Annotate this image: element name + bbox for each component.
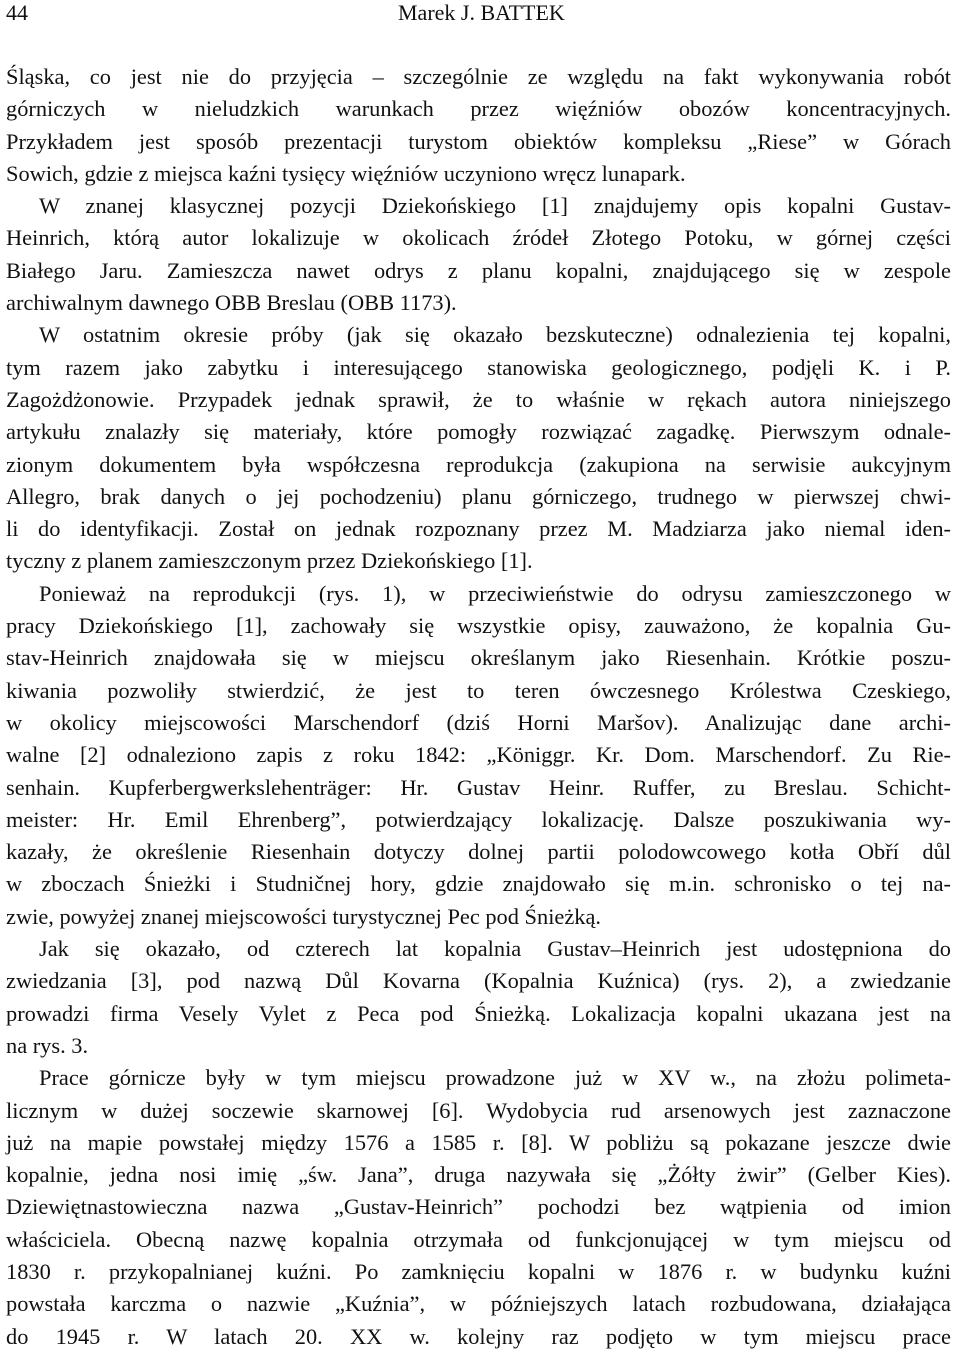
text-line: Sowich, gdzie z miejsca kaźni tysięcy więźniów uczyniono wręcz lunapark.: [6, 160, 686, 186]
text-line: w okolicy miejscowości Marschendorf (dziś Horni Maršov). Analizując dane archi-: [6, 709, 951, 735]
text-line: do 1945 r. W latach 20. XX w. kolejny raz podjęto w tym miejscu prace: [6, 1323, 951, 1349]
text-line: archiwalnym dawnego OBB Breslau (OBB 1173).: [6, 290, 457, 316]
text-line: kiwania pozwoliły stwierdzić, że jest to teren ówczesnego Królestwa Czeskiego,: [6, 677, 951, 703]
text-line: Heinrich, którą autor lokalizuje w okolicach źródeł Złotego Potoku, w górnej części: [6, 225, 951, 251]
text-line: senhain. Kupferbergwerkslehenträger: Hr. Gustav Heinr. Ruffer, zu Breslau. Schicht-: [6, 774, 951, 800]
text-line: na rys. 3.: [6, 1032, 89, 1058]
text-line: prowadzi firma Vesely Vylet z Peca pod Śnieżką. Lokalizacja kopalni ukazana jest na: [6, 1000, 951, 1026]
text-line: zwie, powyżej znanej miejscowości turystycznej Pec pod Śnieżką.: [6, 903, 602, 929]
running-head: Marek J. BATTEK: [398, 0, 565, 25]
text-line: tyczny z planem zamieszczonym przez Dziekońskiego [1].: [6, 548, 533, 574]
text-line: stav-Heinrich znajdowała się w miejscu określanym jako Riesenhain. Krótkie poszu-: [6, 645, 951, 671]
text-line: właściciela. Obecną nazwę kopalnia otrzymała od funkcjonującej w tym miejscu od: [6, 1226, 951, 1252]
page-number: 44: [6, 0, 28, 25]
text-line: Dziewiętnastowieczna nazwa „Gustav-Heinrich” pochodzi bez wątpienia od imion: [6, 1194, 951, 1220]
text-line: licznym w dużej soczewie skarnowej [6]. Wydobycia rud arsenowych jest zaznaczone: [6, 1097, 951, 1123]
paragraph-first-line: Prace górnicze były w tym miejscu prowadzone już w XV w., na złożu polimeta-: [39, 1065, 951, 1091]
text-line: górniczych w nieludzkich warunkach przez więźniów obozów koncentracyjnych.: [6, 96, 951, 122]
text-line: kazały, że określenie Riesenhain dotyczy dolnej partii polodowcowego kotła Obří důl: [6, 839, 951, 865]
paragraph-first-line: W znanej klasycznej pozycji Dziekońskiego [1] znajdujemy opis kopalni Gustav-: [39, 193, 951, 219]
text-line: walne [2] odnaleziono zapis z roku 1842: „Königgr. Kr. Dom. Marschendorf. Zu Rie-: [6, 742, 951, 768]
text-line: 1830 r. przykopalnianej kuźni. Po zamknięciu kopalni w 1876 r. w budynku kuźni: [6, 1258, 951, 1284]
paragraph-first-line: Jak się okazało, od czterech lat kopalnia Gustav–Heinrich jest udostępniona do: [39, 936, 951, 962]
text-line: Allegro, brak danych o jej pochodzeniu) planu górniczego, trudnego w pierwszej chwi-: [6, 483, 951, 509]
text-line: Śląska, co jest nie do przyjęcia – szczególnie ze względu na fakt wykonywania robót: [6, 64, 951, 89]
paragraph-first-line: W ostatnim okresie próby (jak się okazało bezskuteczne) odnalezienia tej kopalni,: [39, 322, 951, 348]
text-line: li do identyfikacji. Został on jednak rozpoznany przez M. Madziarza jako niemal iden-: [6, 516, 951, 542]
text-line: Zagożdżonowie. Przypadek jednak sprawił, że to właśnie w rękach autora niniejszego: [6, 386, 951, 412]
body-text: [6, 61, 951, 1353]
text-line: zionym dokumentem była współczesna reprodukcja (zakupiona na serwisie aukcyjnym: [6, 451, 951, 477]
text-line: pracy Dziekońskiego [1], zachowały się wszystkie opisy, zauważono, że kopalnia Gu-: [6, 613, 951, 639]
text-line: w zboczach Śnieżki i Studničnej hory, gdzie znajdowało się m.in. schronisko o tej na-: [6, 871, 951, 897]
text-line: kopalnie, jedna nosi imię „św. Jana”, druga nazywała się „Żółty żwir” (Gelber Kies).: [6, 1162, 951, 1188]
text-line: meister: Hr. Emil Ehrenberg”, potwierdzający lokalizację. Dalsze poszukiwania wy-: [6, 806, 951, 832]
page-header: [6, 0, 946, 26]
text-line: artykułu znalazły się materiały, które pomogły rozwiązać zagadkę. Pierwszym odnale-: [6, 419, 951, 445]
paragraph-first-line: Ponieważ na reprodukcji (rys. 1), w przeciwieństwie do odrysu zamieszczonego w: [39, 580, 951, 606]
text-line: już na mapie powstałej między 1576 a 1585 r. [8]. W pobliżu są pokazane jeszcze dwie: [6, 1129, 951, 1155]
text-line: Białego Jaru. Zamieszcza nawet odrys z planu kopalni, znajdującego się w zespole: [6, 257, 951, 283]
text-line: Przykładem jest sposób prezentacji turystom obiektów kompleksu „Riese” w Górach: [6, 128, 951, 154]
text-line: zwiedzania [3], pod nazwą Důl Kovarna (Kopalnia Kuźnica) (rys. 2), a zwiedzanie: [6, 968, 951, 994]
text-line: tym razem jako zabytku i interesującego stanowiska geologicznego, podjęli K. i P.: [6, 354, 951, 380]
text-line: powstała karczma o nazwie „Kuźnia”, w późniejszych latach rozbudowana, działająca: [6, 1291, 951, 1317]
